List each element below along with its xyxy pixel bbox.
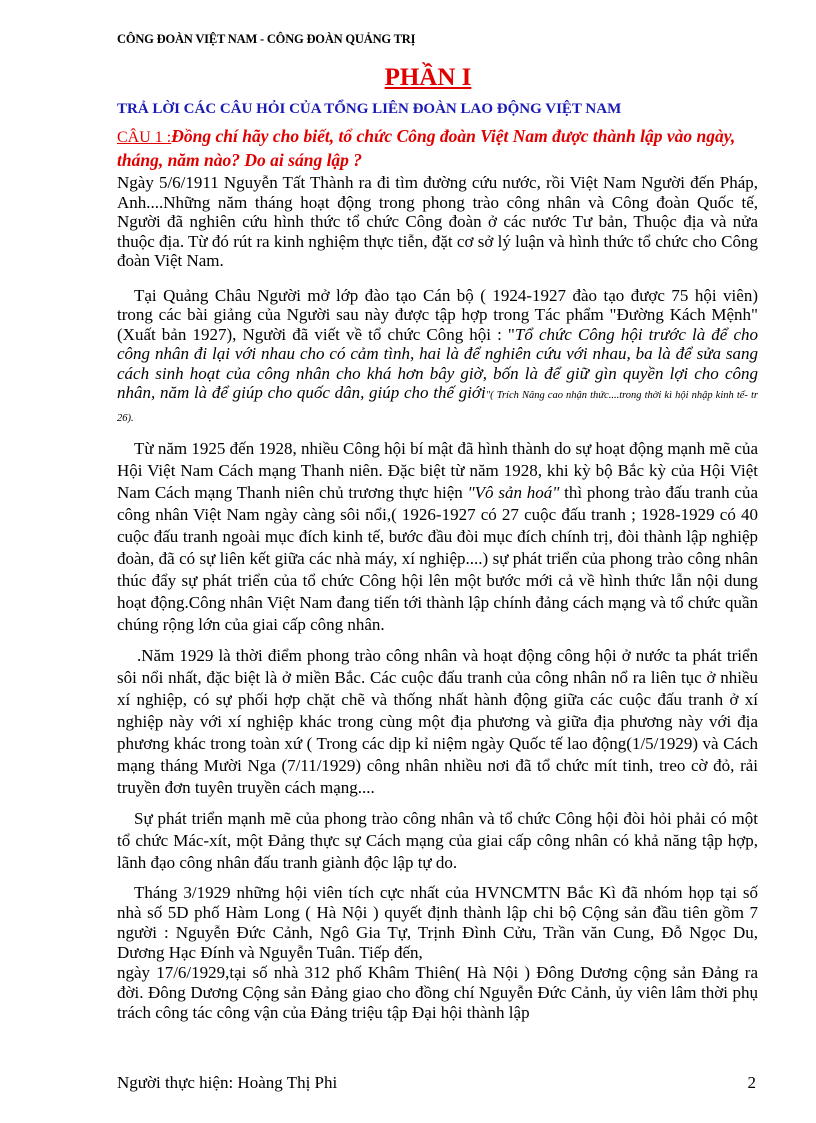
paragraph-3: [117, 438, 758, 636]
page-header: CÔNG ĐOÀN VIỆT NAM - CÔNG ĐOÀN QUẢNG TRỊ: [117, 32, 416, 46]
question-label: CÂU 1 :: [117, 129, 172, 146]
paragraph-6: Tháng 3/1929 những hội viên tích cực nhất của HVNCMTN Bắc Kì đã nhóm họp tại số nhà số 5D phố Hàm Long ( Hà Nội ) quyết định thành lập chi bộ Cộng sản đầu tiên gồm 7 người : Nguyễn Đức Cảnh, Ngô Gia Tự, Trịnh Đình Cửu, Trần văn Cung, Đỗ Ngọc Du, Dương Hạc Đính và Nguyễn Tuân. Tiếp đến,: [117, 883, 758, 962]
paragraph-2-citation: "( Trích Nâng cao nhận thức....trong thời kì hội nhập kinh tế- tr 26).: [117, 390, 758, 424]
paragraph-2-quote: Tổ chức Công hội trước là để cho công nhân đi lại với nhau cho có cảm tình, hai là để nghiên cứu với nhau, ba là để sửa sang cách sinh hoạt của công nhân cho khá hơn bây giờ, bốn là để giữ gìn quyền lợi cho công nhân, năm là để giúp cho quốc dân, giúp cho thế giới: [117, 324, 758, 402]
paragraph-5: Sự phát triển mạnh mẽ của phong trào công nhân và tổ chức Công hội đòi hỏi phải có một tổ chức Mác-xít, một Đảng thực sự Cách mạng của giai cấp công nhân có khả năng tập hợp, lãnh đạo công nhân đấu tranh giành độc lập tự do.: [117, 809, 758, 872]
question-text: Đồng chí hãy cho biết, tổ chức Công đoàn Việt Nam được thành lập vào ngày, tháng, năm nào? Do ai sáng lập ?: [117, 126, 736, 170]
page-footer: Người thực hiện: Hoàng Thị Phi: [117, 1073, 338, 1092]
paragraph-4: .Năm 1929 là thời điểm phong trào công nhân và hoạt động công hội ở nước ta phát triển sôi nổi nhất, đặc biệt là ở miền Bắc. Các cuộc đấu tranh của công nhân nổ ra liên tục ở nhiều xí nghiệp, có sự phối hợp chặt chẽ và thống nhất hành động giữa các cuộc đấu tranh ở xí nghiệp này với xí nghiệp khác trong cùng một địa phương và giữa địa phương này với địa phương khác trong toàn xứ ( Trong các dịp kỉ niệm ngày Quốc tế lao động(1/5/1929) và Cách mạng tháng Mười Nga (7/11/1929) công nhân nhiều nơi đã tổ chức mít tinh, treo cờ đỏ, rải truyền đơn tuyên truyền cách mạng....: [117, 646, 758, 797]
paragraph-2: [117, 286, 758, 429]
document-body: [117, 173, 758, 1023]
paragraph-3-intro: Từ năm 1925 đến 1928, nhiều Công hội bí mật đã hình thành do sự hoạt động mạnh mẽ của Hội Việt Nam Cách mạng Thanh niên. Đặc biệt từ năm 1928, khi kỳ bộ Bắc kỳ của Hội Việt Nam Cách mạng Thanh niên chủ trương thực hiện: [117, 439, 758, 502]
paragraph-2-intro: Tại Quảng Châu Người mở lớp đào tạo Cán bộ ( 1924-1927 đào tạo được 75 hội viên) trong các bài giảng của Người sau này được tập hợp trong Tác phẩm "Đường Kách Mệnh"(Xuất bản 1927), Người đã viết về tổ chức Công hội : ": [117, 285, 758, 344]
paragraph-1: Ngày 5/6/1911 Nguyễn Tất Thành ra đi tìm đường cứu nước, rồi Việt Nam Người đến Pháp, Anh....Những năm tháng hoạt động trong phong trào công nhân và Công đoàn Quốc tế, Người đã nghiên cứu hình thức tổ chức Công đoàn ở các nước Tư bản, Thuộc địa và nửa thuộc địa. Từ đó rút ra kinh nghiệm thực tiễn, đặt cơ sở lý luận và hình thức tổ chức cho Công đoàn Việt Nam.: [117, 173, 758, 270]
question-heading: [117, 125, 762, 171]
page-number: 2: [747, 1073, 756, 1092]
section-subtitle: TRẢ LỜI CÁC CÂU HỎI CỦA TỔNG LIÊN ĐOÀN LAO ĐỘNG VIỆT NAM: [117, 101, 622, 117]
paragraph-7: ngày 17/6/1929,tại số nhà 312 phố Khâm Thiên( Hà Nội ) Đông Dương cộng sản Đảng ra đời. Đông Dương Cộng sản Đảng giao cho đồng chí Nguyễn Đức Cảnh, ủy viên lâm thời phụ trách công tác công vận của Đảng triệu tập Đại hội thành lập: [117, 963, 758, 1022]
paragraph-3-quote: "Vô sản hoá": [467, 483, 560, 502]
part-title: PHẦN I: [384, 64, 472, 91]
paragraph-3-rest: thì phong trào đấu tranh của công nhân Việt Nam ngày càng sôi nổi,( 1926-1927 có 27 cuộc đấu tranh ; 1928-1929 có 40 cuộc đấu tranh ngoài mục đích kinh tế, bước đầu đòi mục đích chính trị, đòi thành lập nghiệp đoàn, đã có sự liên kết giữa các nhà máy, xí nghiệp....) sự phát triển của phong trào công nhân thúc đẩy sự phát triển của tổ chức Công hội lên một bước mới cả về hình thức lẫn nội dung hoạt động.Công nhân Việt Nam đang tiến tới thành lập chính đảng cách mạng và tổ chức quần chúng rộng lớn của giai cấp công nhân.: [117, 483, 758, 634]
